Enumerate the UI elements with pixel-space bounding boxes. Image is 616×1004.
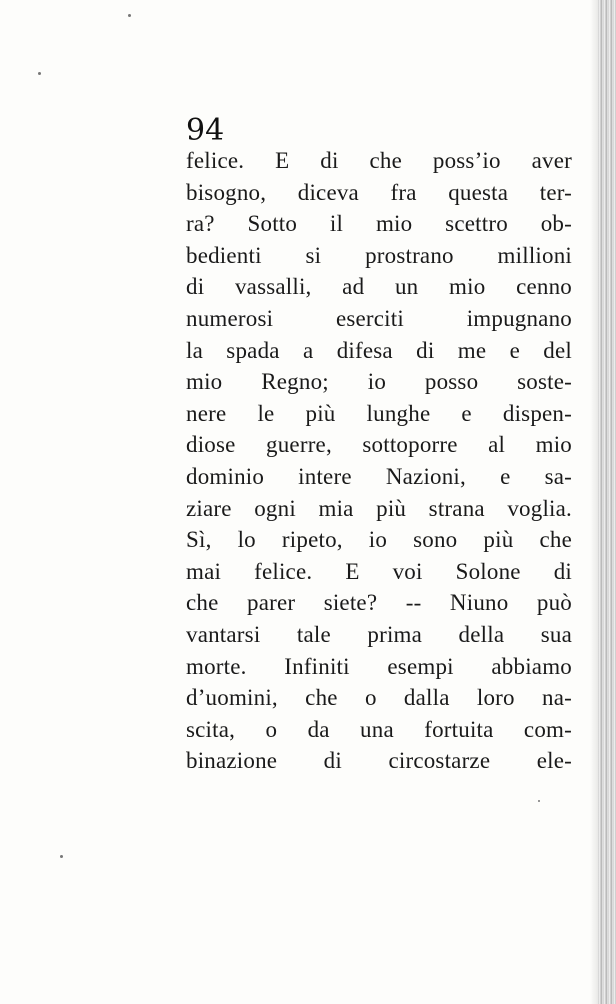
text-line: diose guerre, sottoporre al mio (186, 432, 572, 458)
text-line: d’uomini, che o dalla loro na- (186, 685, 572, 711)
text-line: morte. Infiniti esempi abbiamo (186, 653, 572, 679)
page-number: 94 (186, 113, 225, 148)
text-line: felice. E di che poss’io aver (186, 148, 572, 173)
paper-speck (38, 72, 41, 75)
paper-speck (538, 800, 540, 802)
text-line: binazione di circostarze ele- (186, 748, 572, 774)
paper-speck (60, 855, 63, 858)
text-line: nere le più lunghe e dispen- (186, 400, 572, 426)
body-text (186, 145, 572, 777)
page-gutter-shadow (590, 0, 598, 1004)
text-line: numerosi eserciti impugnano (186, 305, 572, 331)
text-line: che parer siete? -- Niuno può (186, 590, 572, 616)
text-line: ziare ogni mia più strana voglia. (186, 495, 572, 521)
text-line: dominio intere Nazioni, e sa- (186, 463, 572, 489)
text-line: di vassalli, ad un mio cenno (186, 274, 572, 300)
paper-speck (128, 14, 131, 17)
text-line: bedienti si prostrano millioni (186, 242, 572, 268)
text-line: Sì, lo ripeto, io sono più che (186, 527, 572, 553)
text-line: ra? Sotto il mio scettro ob- (186, 211, 572, 237)
text-line: vantarsi tale prima della sua (186, 621, 572, 647)
text-line: scita, o da una fortuita com- (186, 716, 572, 742)
page-edges (598, 0, 616, 1004)
text-line: bisogno, diceva fra questa ter- (186, 179, 572, 205)
text-line: mai felice. E voi Solone di (186, 558, 572, 584)
text-line: la spada a difesa di me e del (186, 337, 572, 363)
text-line: mio Regno; io posso soste- (186, 369, 572, 395)
